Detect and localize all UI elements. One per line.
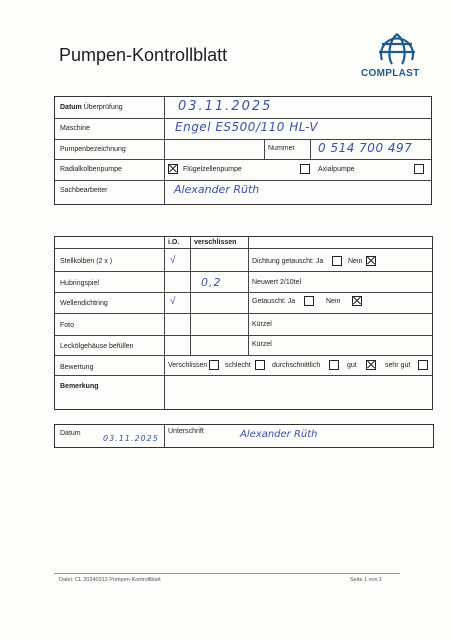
gut-option-checkbox[interactable] bbox=[366, 360, 376, 370]
stellkolben-io-check: √ bbox=[170, 255, 176, 266]
maschine-label: Maschine bbox=[60, 125, 90, 132]
dichtung-nein-checkbox[interactable] bbox=[366, 256, 376, 266]
kuerzel1-label: Kürzel bbox=[252, 321, 272, 328]
radialkolbenpumpe-label: Radialkolbenpumpe bbox=[60, 166, 122, 173]
getauscht-ja-checkbox[interactable] bbox=[304, 296, 314, 306]
datum-label: Datum Überprüfung bbox=[60, 104, 123, 111]
nummer-label: Nummer bbox=[268, 145, 295, 152]
getauscht-nein-checkbox[interactable] bbox=[352, 296, 362, 306]
col-verschlissen-header: verschlissen bbox=[194, 239, 237, 246]
axialpumpe-label: Axialpumpe bbox=[318, 166, 355, 173]
wellendichtring-io-check: √ bbox=[170, 296, 176, 307]
wellendichtring-label: Wellendichtring bbox=[60, 300, 108, 307]
bemerkung-label: Bemerkung bbox=[60, 383, 99, 390]
dichtung-nein-label: Nein bbox=[348, 258, 363, 265]
foto-label: Foto bbox=[60, 322, 75, 329]
fluegelzellenpumpe-checkbox[interactable] bbox=[300, 164, 310, 174]
axialpumpe-checkbox[interactable] bbox=[414, 164, 424, 174]
datum-footer-value: 03.11.2025 bbox=[103, 434, 159, 443]
logo-wordmark: COMPLAST bbox=[361, 68, 420, 79]
unterschrift-label: Unterschrift bbox=[168, 428, 204, 435]
schlecht-option-label: schlecht bbox=[225, 362, 251, 369]
unterschrift-value: Alexander Rüth bbox=[240, 429, 318, 440]
fluegelzellenpumpe-label: Flügelzellenpumpe bbox=[183, 166, 242, 173]
datum-footer-label: Datum bbox=[60, 430, 81, 437]
radialkolbenpumpe-checkbox[interactable] bbox=[168, 164, 178, 174]
getauscht-label: Getauscht: Ja bbox=[252, 298, 296, 305]
bewertung-label: Bewertung bbox=[60, 364, 94, 371]
leckoel-label: Leckölgehäuse befüllen bbox=[60, 343, 134, 350]
stellkolben-label: Stellkolben (2 x ) bbox=[60, 258, 113, 265]
kuerzel2-label: Kürzel bbox=[252, 341, 272, 348]
sachbearbeiter-label: Sachbearbeiter bbox=[60, 187, 108, 194]
durchschnittlich-option-label: durchschnittlich bbox=[272, 362, 321, 369]
maschine-value: Engel ES500/110 HL-V bbox=[175, 120, 319, 134]
durchschnittlich-option-checkbox[interactable] bbox=[329, 360, 339, 370]
sehrgut-option-label: sehr gut bbox=[385, 362, 411, 369]
nummer-value: 0 514 700 497 bbox=[318, 141, 413, 155]
col-io-header: i.O. bbox=[168, 239, 180, 246]
datum-value: 03.11.2025 bbox=[178, 99, 273, 114]
sachbearbeiter-value: Alexander Rüth bbox=[174, 183, 260, 196]
dichtung-ja-checkbox[interactable] bbox=[332, 256, 342, 266]
footer-page-info: Seite 1 von 1 bbox=[350, 577, 383, 583]
footer-file-info: Datei: CL 20240313 Pumpen-Kontrollblatt bbox=[59, 577, 161, 583]
sehrgut-option-checkbox[interactable] bbox=[418, 360, 428, 370]
verschlissen-option-label: Verschlissen bbox=[168, 362, 208, 369]
gut-option-label: gut bbox=[347, 362, 357, 369]
getauscht-nein-label: Nein bbox=[326, 298, 341, 305]
page-title: Pumpen-Kontrollblatt bbox=[59, 45, 228, 65]
hubringspiel-label: Hubringspiel bbox=[60, 280, 99, 287]
verschlissen-option-checkbox[interactable] bbox=[209, 360, 219, 370]
pumpenbezeichnung-label: Pumpenbezeichnung bbox=[60, 146, 126, 153]
dichtung-label: Dichtung getauscht: Ja bbox=[252, 258, 324, 265]
neuwert-label: Neuwert 2/10tel bbox=[252, 279, 302, 286]
hubringspiel-value: 0,2 bbox=[201, 276, 222, 289]
schlecht-option-checkbox[interactable] bbox=[255, 360, 265, 370]
